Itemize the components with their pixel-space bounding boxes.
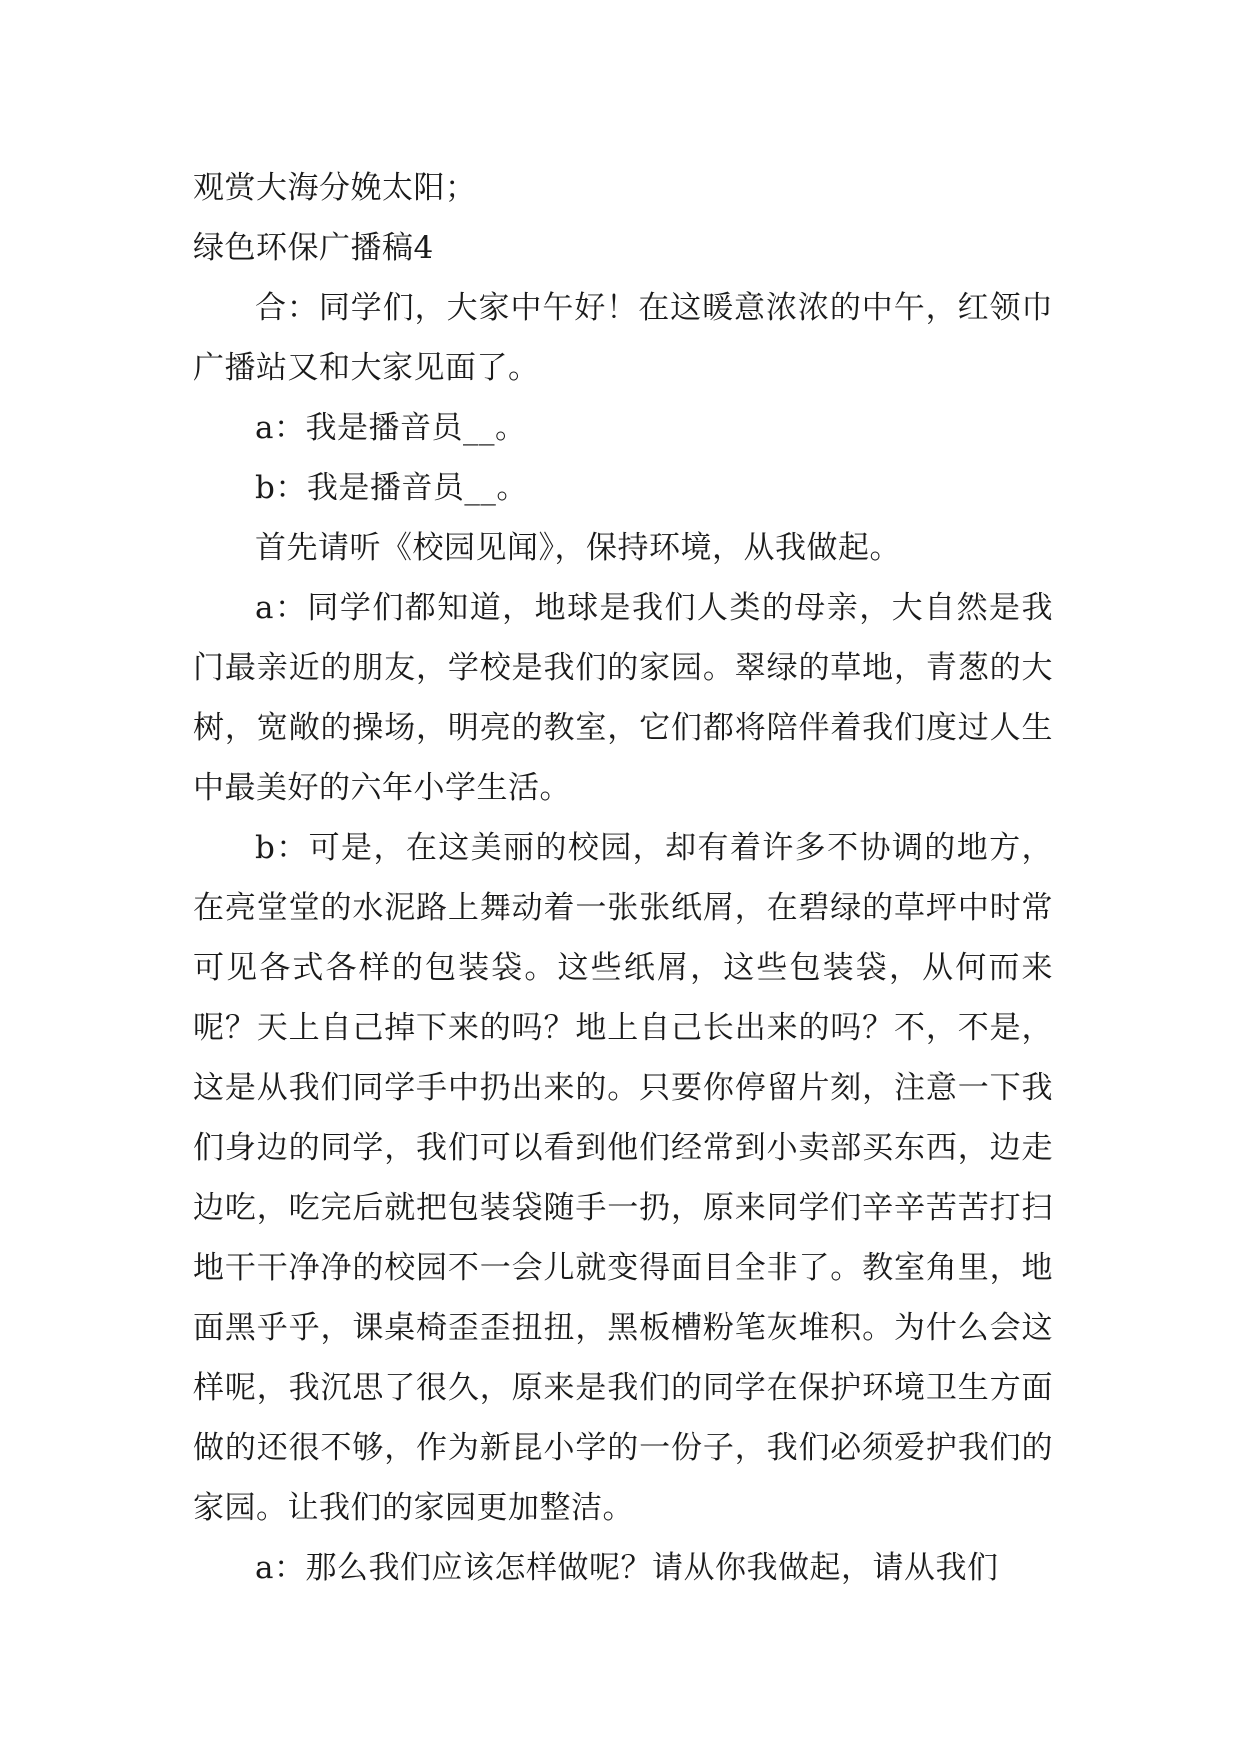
paragraph-earth-mother: a：同学们都知道，地球是我们人类的母亲，大自然是我门最亲近的朋友，学校是我们的家园。翠绿的草地，青葱的大树，宽敞的操场，明亮的教室，它们都将陪伴着我们度过人生中最美好的六年小学生活。 [193,590,1053,806]
paragraph-sunrise-line: 观赏大海分娩太阳； [193,170,477,206]
paragraph-campus-news-intro: 首先请听《校园见闻》，保持环境，从我做起。 [255,530,901,566]
section-title: 绿色环保广播稿4 [193,230,434,266]
paragraph-what-to-do: a：那么我们应该怎样做呢？请从你我做起，请从我们 [255,1550,999,1586]
document-body [193,158,1053,1598]
paragraph-announcer-b: b：我是播音员__。 [255,470,528,506]
paragraph-announcer-a: a：我是播音员__。 [255,410,527,446]
paragraph-campus-problems: b：可是，在这美丽的校园，却有着许多不协调的地方，在亮堂堂的水泥路上舞动着一张张纸屑，在碧绿的草坪中时常可见各式各样的包装袋。这些纸屑，这些包装袋，从何而来呢？天上自己掉下来的吗？地上自己长出来的吗？不，不是，这是从我们同学手中扔出来的。只要你停留片刻，注意一下我们身边的同学，我们可以看到他们经常到小卖部买东西，边走边吃，吃完后就把包装袋随手一扔，原来同学们辛辛苦苦打扫地干干净净的校园不一会儿就变得面目全非了。教室角里，地面黑乎乎，课桌椅歪歪扭扭，黑板槽粉笔灰堆积。为什么会这样呢，我沉思了很久，原来是我们的同学在保护环境卫生方面做的还很不够，作为新昆小学的一份子，我们必须爱护我们的家园。让我们的家园更加整洁。 [193,830,1053,1526]
paragraph-greeting: 合：同学们，大家中午好！在这暖意浓浓的中午，红领巾广播站又和大家见面了。 [193,290,1053,386]
